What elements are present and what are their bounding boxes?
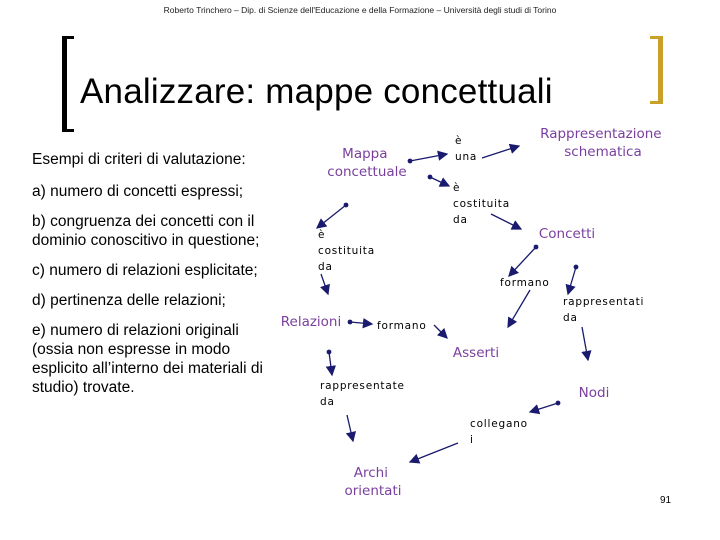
criteria-intro: Esempi di criteri di valutazione: xyxy=(32,151,246,168)
slide-title: Analizzare: mappe concettuali xyxy=(80,72,553,111)
connector-concetti-to-formano xyxy=(509,247,536,276)
connector-dot xyxy=(428,175,433,180)
concept-nodi: Nodi xyxy=(578,385,610,401)
link-e-costituita-da: è costituita da xyxy=(318,229,375,273)
connector-dot xyxy=(534,245,539,250)
concept-concetti: Concetti xyxy=(538,226,596,242)
connector-nodi-to-collegano xyxy=(530,403,558,412)
connector-dot xyxy=(408,159,413,164)
criterion-item: b) congruenza dei concetti con il dominio conoscitivo in questione; xyxy=(32,213,260,249)
slide-header: Roberto Trinchero – Dip. di Scienze dell'Educazione e della Formazione – Università degli studi di Torino xyxy=(163,5,557,15)
connector-e-una-to-rappresentazione xyxy=(482,146,519,158)
concept-rappresentazione-schematica: Rappresentazione schematica xyxy=(540,126,662,160)
link-e-costituita-da: è costituita da xyxy=(453,182,510,226)
connector-relazioni-to-formano xyxy=(350,322,372,324)
link-e-una: è una xyxy=(455,135,478,163)
link-formano: formano xyxy=(500,277,550,289)
connector-relazioni-to-rappresentate xyxy=(329,352,332,375)
link-rappresentati-da: rappresentati da xyxy=(563,296,645,324)
link-rappresentate-da: rappresentate da xyxy=(320,380,405,408)
connector-dot xyxy=(556,401,561,406)
connector-e-costituita-2-to-relazioni xyxy=(321,274,328,294)
connector-dot xyxy=(574,265,579,270)
link-formano: formano xyxy=(377,320,427,332)
connector-rappresentati-to-nodi xyxy=(582,327,588,360)
criterion-item: a) numero di concetti espressi; xyxy=(32,183,244,200)
criterion-item: c) numero di relazioni esplicitate; xyxy=(32,262,258,279)
connector-formano-to-asserti xyxy=(508,290,530,327)
connector-mappa-to-e-una xyxy=(410,154,447,161)
link-collegano-i: collegano i xyxy=(470,418,528,446)
connector-collegano-to-archi xyxy=(410,443,458,462)
criterion-item: e) numero di relazioni originali (ossia non espresse in modo esplicito all’interno dei materiali di studio) trovate. xyxy=(32,322,263,396)
connector-dot xyxy=(327,350,332,355)
page-number: 91 xyxy=(660,495,672,506)
concept-archi-orientati: Archi orientati xyxy=(344,465,402,499)
connector-concetti-to-rappresentati xyxy=(568,267,576,294)
criterion-item: d) pertinenza delle relazioni; xyxy=(32,292,226,309)
concept-relazioni: Relazioni xyxy=(280,314,342,330)
connector-mappa-to-e-costituita xyxy=(430,177,449,186)
connector-mappa-to-e-costituita-2 xyxy=(317,205,346,228)
concept-asserti: Asserti xyxy=(452,345,500,361)
connector-rappresentate-to-archi xyxy=(347,415,353,441)
connector-formano-to-asserti-2 xyxy=(434,325,447,338)
connector-dot xyxy=(344,203,349,208)
concept-mappa-concettuale: Mappa concettuale xyxy=(327,146,407,180)
connector-e-costituita-to-concetti xyxy=(491,214,521,229)
connector-dot xyxy=(348,320,353,325)
